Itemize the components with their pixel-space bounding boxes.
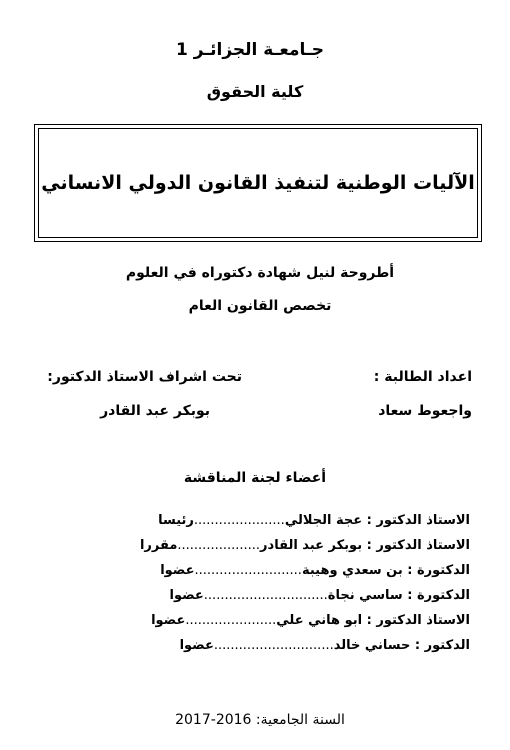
member-role: عضوا: [151, 613, 186, 628]
university-name: جـامعـة الجزائـر 1: [175, 40, 324, 60]
member-dots: ......................: [193, 513, 285, 528]
member-dots: ......................: [185, 613, 277, 628]
thesis-title-frame: [38, 128, 478, 238]
member-dots: ....................: [177, 538, 261, 553]
member-name: الاستاذ الدكتور : بوبكر عبد القادر: [260, 538, 470, 553]
member-dots: ..............................: [203, 588, 328, 603]
specialty-line: تخصص القانون العام: [188, 298, 332, 314]
supervisor-label: تحت اشراف الاستاذ الدكتور:: [47, 369, 242, 385]
committee-list: [110, 508, 470, 658]
member-role: عضوا: [169, 588, 204, 603]
member-dots: ..........................: [194, 563, 302, 578]
faculty-name: كلية الحقوق: [206, 82, 304, 101]
member-name: الدكتور : حساني خالد: [333, 638, 470, 653]
committee-member: [110, 508, 470, 533]
academic-year: [160, 712, 360, 728]
student-label: اعداد الطالبة :: [373, 369, 472, 385]
supervisor-name: بوبكر عبد القادر: [100, 403, 210, 419]
member-dots: .............................: [213, 638, 334, 653]
committee-member: [110, 533, 470, 558]
thesis-title: الآليات الوطنية لتنفيذ القانون الدولي الانساني: [41, 172, 475, 194]
member-name: الاستاذ الدكتور : عجة الجلالي: [284, 513, 470, 528]
degree-line: أطروحة لنيل شهادة دكتوراه في العلوم: [125, 265, 395, 281]
member-name: الدكتورة : بن سعدي وهيبة: [301, 563, 470, 578]
committee-member: [110, 633, 470, 658]
committee-member: [110, 583, 470, 608]
member-name: الدكتورة : ساسي نجاة: [327, 588, 470, 603]
member-role: عضوا: [160, 563, 195, 578]
member-role: عضوا: [179, 638, 214, 653]
committee-member: [110, 558, 470, 583]
academic-year-value: 2016-2017: [175, 712, 252, 728]
member-name: الاستاذ الدكتور : ابو هاني علي: [276, 613, 470, 628]
member-role: رئيسا: [158, 513, 194, 528]
student-name: واجعوط سعاد: [378, 403, 472, 419]
committee-heading: أعضاء لجنة المناقشة: [183, 470, 327, 486]
committee-member: [110, 608, 470, 633]
member-role: مقررا: [139, 538, 178, 553]
academic-year-label: السنة الجامعية:: [255, 712, 345, 728]
